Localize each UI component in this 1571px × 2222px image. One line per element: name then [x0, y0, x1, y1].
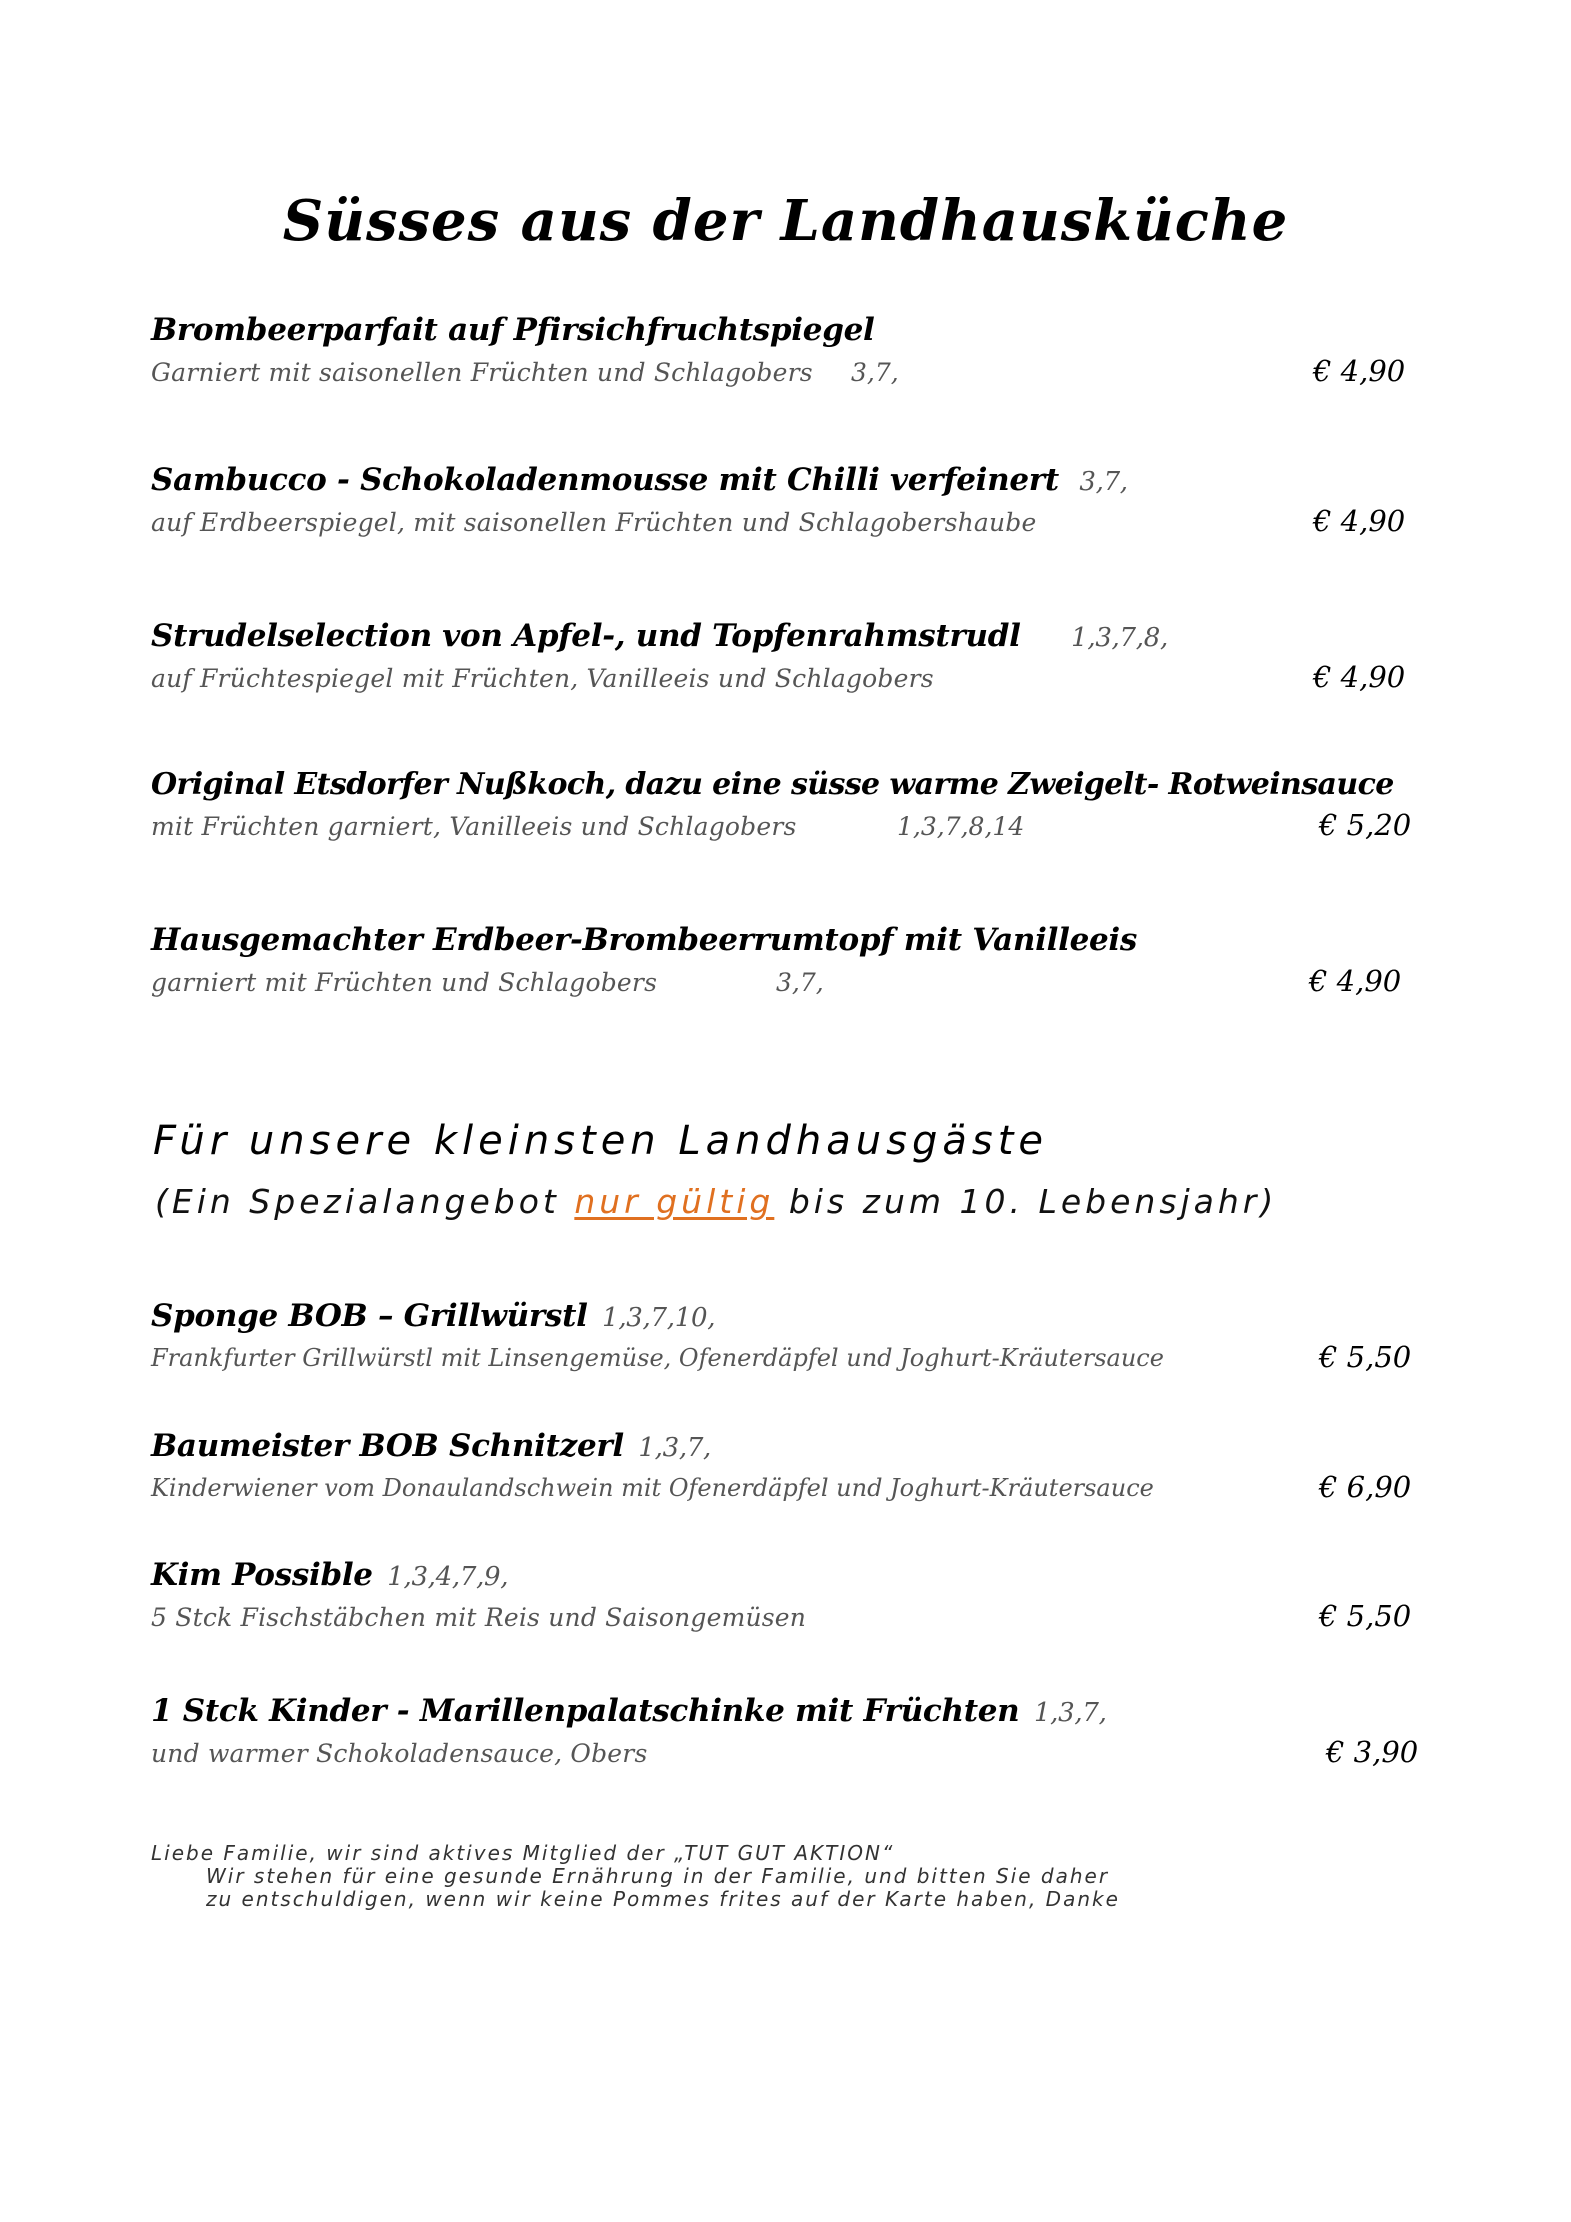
item-name: Original Etsdorfer Nußkoch, dazu eine süsse warme Zweigelt- Rotweinsauce: [151, 767, 1394, 802]
kids-item: [151, 1298, 1426, 1380]
item-description: auf Erdbeerspiegel, mit saisonellen Früchten und Schlagobershaube: [151, 508, 1037, 537]
dessert-item: [151, 462, 1426, 544]
footer-line: zu entschuldigen, wenn wir keine Pommes frites auf der Karte haben, Danke: [206, 1887, 1120, 1911]
kids-item: [151, 1693, 1426, 1775]
item-allergens: 1,3,4,7,9,: [387, 1562, 509, 1592]
dessert-item: [151, 767, 1426, 848]
item-allergens: 1,3,7,8,: [1071, 623, 1168, 653]
kids-item: [151, 1428, 1426, 1510]
item-price: € 4,90: [1313, 504, 1406, 538]
item-allergens: 1,3,7,10,: [602, 1303, 716, 1333]
item-name: Hausgemachter Erdbeer-Brombeerrumtopf mit Vanilleeis: [151, 922, 1138, 958]
kids-section-subtitle: (Ein Spezialangebot nur gültig bis zum 10. Lebensjahr): [155, 1182, 1278, 1221]
item-name: Strudelselection von Apfel-, und Topfenrahmstrudl: [151, 618, 1021, 654]
item-allergens: 3,7,: [776, 968, 824, 997]
dessert-item: [151, 618, 1426, 700]
item-description: Kinderwiener vom Donaulandschwein mit Ofenerdäpfel und Joghurt-Kräutersauce: [151, 1474, 1154, 1502]
item-description: und warmer Schokoladensauce, Obers: [151, 1739, 648, 1768]
item-price: € 5,50: [1319, 1599, 1412, 1633]
item-description: Frankfurter Grillwürstl mit Linsengemüse, Ofenerdäpfel und Joghurt-Kräutersauce: [151, 1344, 1164, 1372]
item-description: mit Früchten garniert, Vanilleeis und Schlagobers: [151, 812, 797, 841]
footer-note: [151, 1842, 1120, 1911]
item-name: 1 Stck Kinder - Marillenpalatschinke mit Früchten: [151, 1693, 1020, 1729]
kids-item: [151, 1557, 1426, 1639]
item-description: auf Früchtespiegel mit Früchten, Vanilleeis und Schlagobers: [151, 664, 934, 693]
kids-section-title: Für unsere kleinsten Landhausgäste: [153, 1118, 1048, 1164]
item-allergens: 1,3,7,: [638, 1433, 712, 1463]
highlight-text: nur gültig: [574, 1182, 775, 1221]
item-price: € 4,90: [1313, 354, 1406, 388]
item-name: Sponge BOB – Grillwürstl: [151, 1298, 588, 1334]
item-price: € 6,90: [1319, 1470, 1412, 1504]
footer-line: Wir stehen für eine gesunde Ernährung in der Familie, und bitten Sie daher: [206, 1864, 1110, 1888]
item-allergens: 3,7,: [1079, 467, 1128, 497]
dessert-item: [151, 312, 1426, 394]
item-price: € 4,90: [1313, 660, 1406, 694]
item-allergens: 3,7,: [851, 358, 899, 387]
item-price: € 5,20: [1319, 808, 1412, 842]
footer-line: Liebe Familie, wir sind aktives Mitglied der „TUT GUT AKTION“: [151, 1841, 895, 1865]
item-price: € 3,90: [1326, 1735, 1419, 1769]
item-allergens: 1,3,7,8,14: [897, 812, 1025, 841]
item-description: garniert mit Früchten und Schlagobers: [151, 968, 658, 997]
dessert-item: [151, 922, 1426, 1004]
page-title: Süsses aus der Landhausküche: [282, 188, 1289, 254]
item-description: 5 Stck Fischstäbchen mit Reis und Saisongemüsen: [151, 1603, 807, 1632]
item-name: Baumeister BOB Schnitzerl: [151, 1428, 624, 1464]
item-price: € 5,50: [1319, 1340, 1412, 1374]
item-description: Garniert mit saisonellen Früchten und Schlagobers: [151, 358, 813, 387]
item-name: Sambucco - Schokoladenmousse mit Chilli verfeinert: [151, 462, 1059, 498]
item-price: € 4,90: [1309, 964, 1402, 998]
item-allergens: 1,3,7,: [1033, 1698, 1107, 1728]
item-name: Brombeerparfait auf Pfirsichfruchtspiegel: [151, 312, 875, 348]
item-name: Kim Possible: [151, 1557, 373, 1593]
